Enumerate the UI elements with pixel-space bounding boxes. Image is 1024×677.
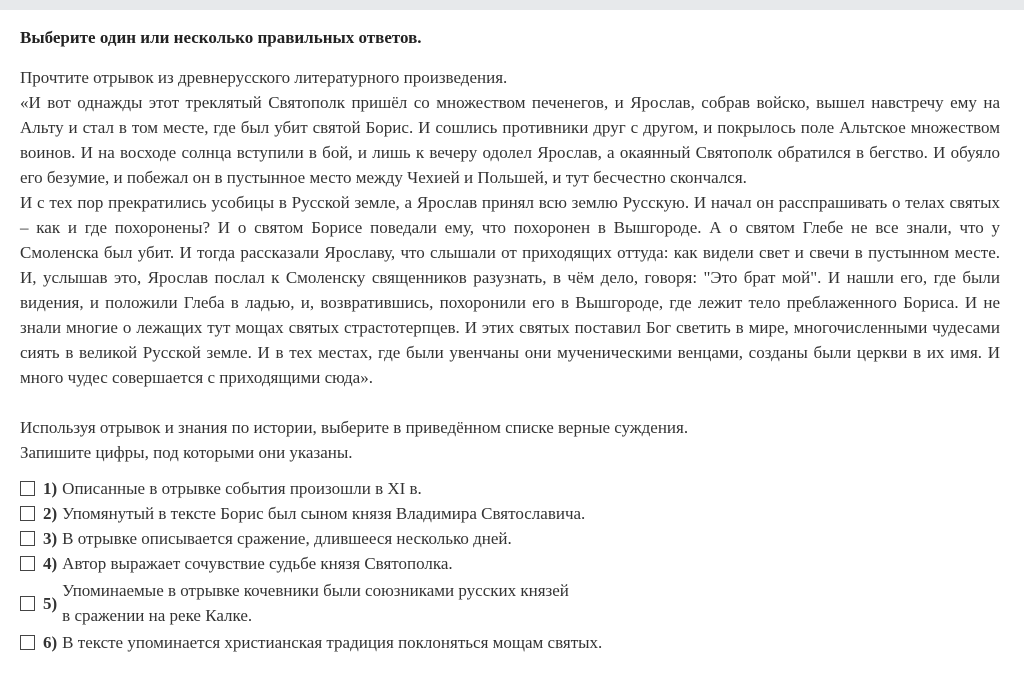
question-content xyxy=(0,25,1024,655)
checkbox[interactable] xyxy=(20,531,35,546)
option-number: 6) xyxy=(43,633,58,652)
option-text-line-1: Упоминаемые в отрывке кочевники были союзниками русских князей xyxy=(62,581,569,600)
question-instruction: Выберите один или несколько правильных ответов. xyxy=(20,28,422,47)
option-number: 1) xyxy=(43,479,58,498)
answer-option-1[interactable] xyxy=(20,476,1000,501)
answer-option-3[interactable] xyxy=(20,526,1000,551)
passage xyxy=(20,90,1000,390)
spacer xyxy=(20,390,1000,415)
option-number: 4) xyxy=(43,554,58,573)
option-text: Описанные в отрывке события произошли в XI в. xyxy=(62,479,422,498)
option-number: 2) xyxy=(43,504,58,523)
answer-option-5[interactable] xyxy=(20,578,1000,628)
option-text-line-2: в сражении на реке Калке. xyxy=(62,606,253,625)
top-bar xyxy=(0,0,1024,10)
option-text: Автор выражает сочувствие судьбе князя Святополка. xyxy=(62,554,453,573)
option-text: Упомянутый в тексте Борис был сыном князя Владимира Святославича. xyxy=(62,504,586,523)
option-text: В тексте упоминается христианская традиция поклоняться мощам святых. xyxy=(62,633,603,652)
checkbox[interactable] xyxy=(20,596,35,611)
passage-paragraph-2: И с тех пор прекратились усобицы в Русской земле, а Ярослав принял всю землю Русскую. И начал он расспрашивать о телах святых – как и где похоронены? И о святом Борисе поведали ему, что похоронен в Вышгороде. А о святом Глебе не все знали, что у Смоленска был убит. И тогда рассказали Ярославу, что слышали от приходящих оттуда: как видели свет и свечи в пустынном месте. И, услышав это, Ярослав послал к Смоленску священников разузнать, в чём дело, говоря: "Это брат мой". И нашли его, где были видения, и положили Глеба в ладью, и, возвратившись, похоронили его в Вышгороде, где лежит тело преблаженного Бориса. И не знали многие о лежащих тут мощах святых страстотерпцев. И этих святых поставил Бог светить в мире, многочисленными чудесами сиять в великой Русской земле. И в тех местах, где были увенчаны они мученическими венцами, созданы были церкви в их имя. И много чудес совершается с приходящими сюда». xyxy=(20,193,1000,387)
answer-option-6[interactable] xyxy=(20,630,1000,655)
option-number: 5) xyxy=(43,593,58,613)
task-line-1: Используя отрывок и знания по истории, выберите в приведённом списке верные суждения. xyxy=(20,418,689,437)
passage-intro: Прочтите отрывок из древнерусского литературного произведения. xyxy=(20,68,508,87)
answer-option-2[interactable] xyxy=(20,501,1000,526)
option-number: 3) xyxy=(43,529,58,548)
passage-paragraph-1: «И вот однажды этот треклятый Святополк пришёл со множеством печенегов, и Ярослав, собрав войско, вышел навстречу ему на Альту и стал в том месте, где был убит святой Борис. И сошлись противники друг с другом, и покрылось поле Альтское множеством воинов. И на восходе солнца вступили в бой, и лишь к вечеру одолел Ярослав, а окаянный Святополк обратился в бегство. И обуяло его безумие, и побежал он в пустынное место между Чехией и Польшей, и тут бесчестно скончался. xyxy=(20,93,1000,187)
answer-option-4[interactable] xyxy=(20,551,1000,576)
answer-options xyxy=(20,476,1000,655)
task-text xyxy=(20,415,1000,465)
checkbox[interactable] xyxy=(20,556,35,571)
checkbox[interactable] xyxy=(20,506,35,521)
task-line-2: Запишите цифры, под которыми они указаны. xyxy=(20,443,353,462)
checkbox[interactable] xyxy=(20,481,35,496)
option-text xyxy=(62,578,569,628)
option-text: В отрывке описывается сражение, длившееся несколько дней. xyxy=(62,529,512,548)
checkbox[interactable] xyxy=(20,635,35,650)
